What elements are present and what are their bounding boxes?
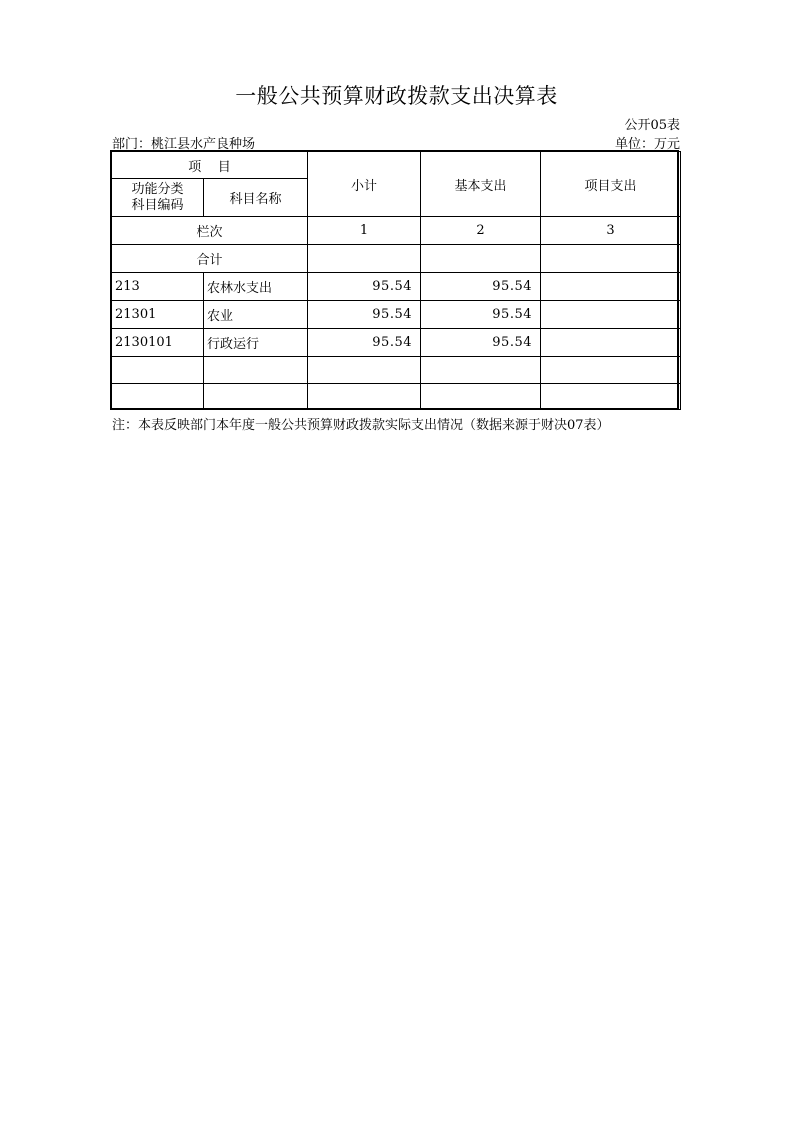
function-code-header-line1: 功能分类: [131, 181, 184, 197]
basic-value: 95.54: [421, 273, 541, 301]
subject-name: [204, 357, 308, 384]
basic-value: 95.54: [421, 301, 541, 329]
table-row: [112, 384, 681, 410]
subtotal-value: 95.54: [308, 301, 421, 329]
subject-code: [112, 357, 204, 384]
total-basic: [421, 245, 541, 273]
total-project: [541, 245, 681, 273]
basic-value: [421, 384, 541, 410]
subject-name: 行政运行: [204, 329, 308, 357]
subject-name: 农林水支出: [204, 273, 308, 301]
project-header: 项 目: [112, 152, 308, 179]
subtotal-value: 95.54: [308, 329, 421, 357]
basic-expenditure-header: 基本支出: [421, 152, 541, 217]
column-index-3: 3: [541, 217, 681, 245]
subtotal-value: [308, 384, 421, 410]
table-row: [112, 357, 681, 384]
project-value: [541, 329, 681, 357]
subject-name-header: 科目名称: [204, 179, 308, 217]
subject-code: 213: [112, 273, 204, 301]
project-value: [541, 384, 681, 410]
total-label: 合计: [112, 245, 308, 273]
column-index-label: 栏次: [112, 217, 308, 245]
column-index-row: [112, 217, 681, 245]
basic-value: [421, 357, 541, 384]
expenditure-table: [111, 151, 681, 410]
function-code-header-line2: 科目编码: [131, 197, 184, 213]
table-row: [112, 329, 681, 357]
basic-value: 95.54: [421, 329, 541, 357]
project-value: [541, 357, 681, 384]
subject-name: 农业: [204, 301, 308, 329]
project-expenditure-header: 项目支出: [541, 152, 681, 217]
form-code: 公开05表: [624, 118, 680, 133]
page-title: 一般公共预算财政拨款支出决算表: [235, 84, 558, 108]
table-row: [112, 301, 681, 329]
project-value: [541, 273, 681, 301]
subject-code: 2130101: [112, 329, 204, 357]
total-row: [112, 245, 681, 273]
function-code-header: [112, 179, 204, 217]
unit-label: 单位：万元: [614, 137, 680, 152]
total-subtotal: [308, 245, 421, 273]
footnote: 注：本表反映部门本年度一般公共预算财政拨款实际支出情况（数据来源于财决07表）: [112, 418, 610, 433]
subtotal-value: 95.54: [308, 273, 421, 301]
subject-name: [204, 384, 308, 410]
subtotal-value: [308, 357, 421, 384]
subject-code: [112, 384, 204, 410]
subject-code: 21301: [112, 301, 204, 329]
column-index-2: 2: [421, 217, 541, 245]
department-label: 部门：桃江县水产良种场: [112, 137, 256, 152]
project-value: [541, 301, 681, 329]
header-row-1: [112, 152, 681, 179]
table-row: [112, 273, 681, 301]
column-index-1: 1: [308, 217, 421, 245]
subtotal-header: 小计: [308, 152, 421, 217]
